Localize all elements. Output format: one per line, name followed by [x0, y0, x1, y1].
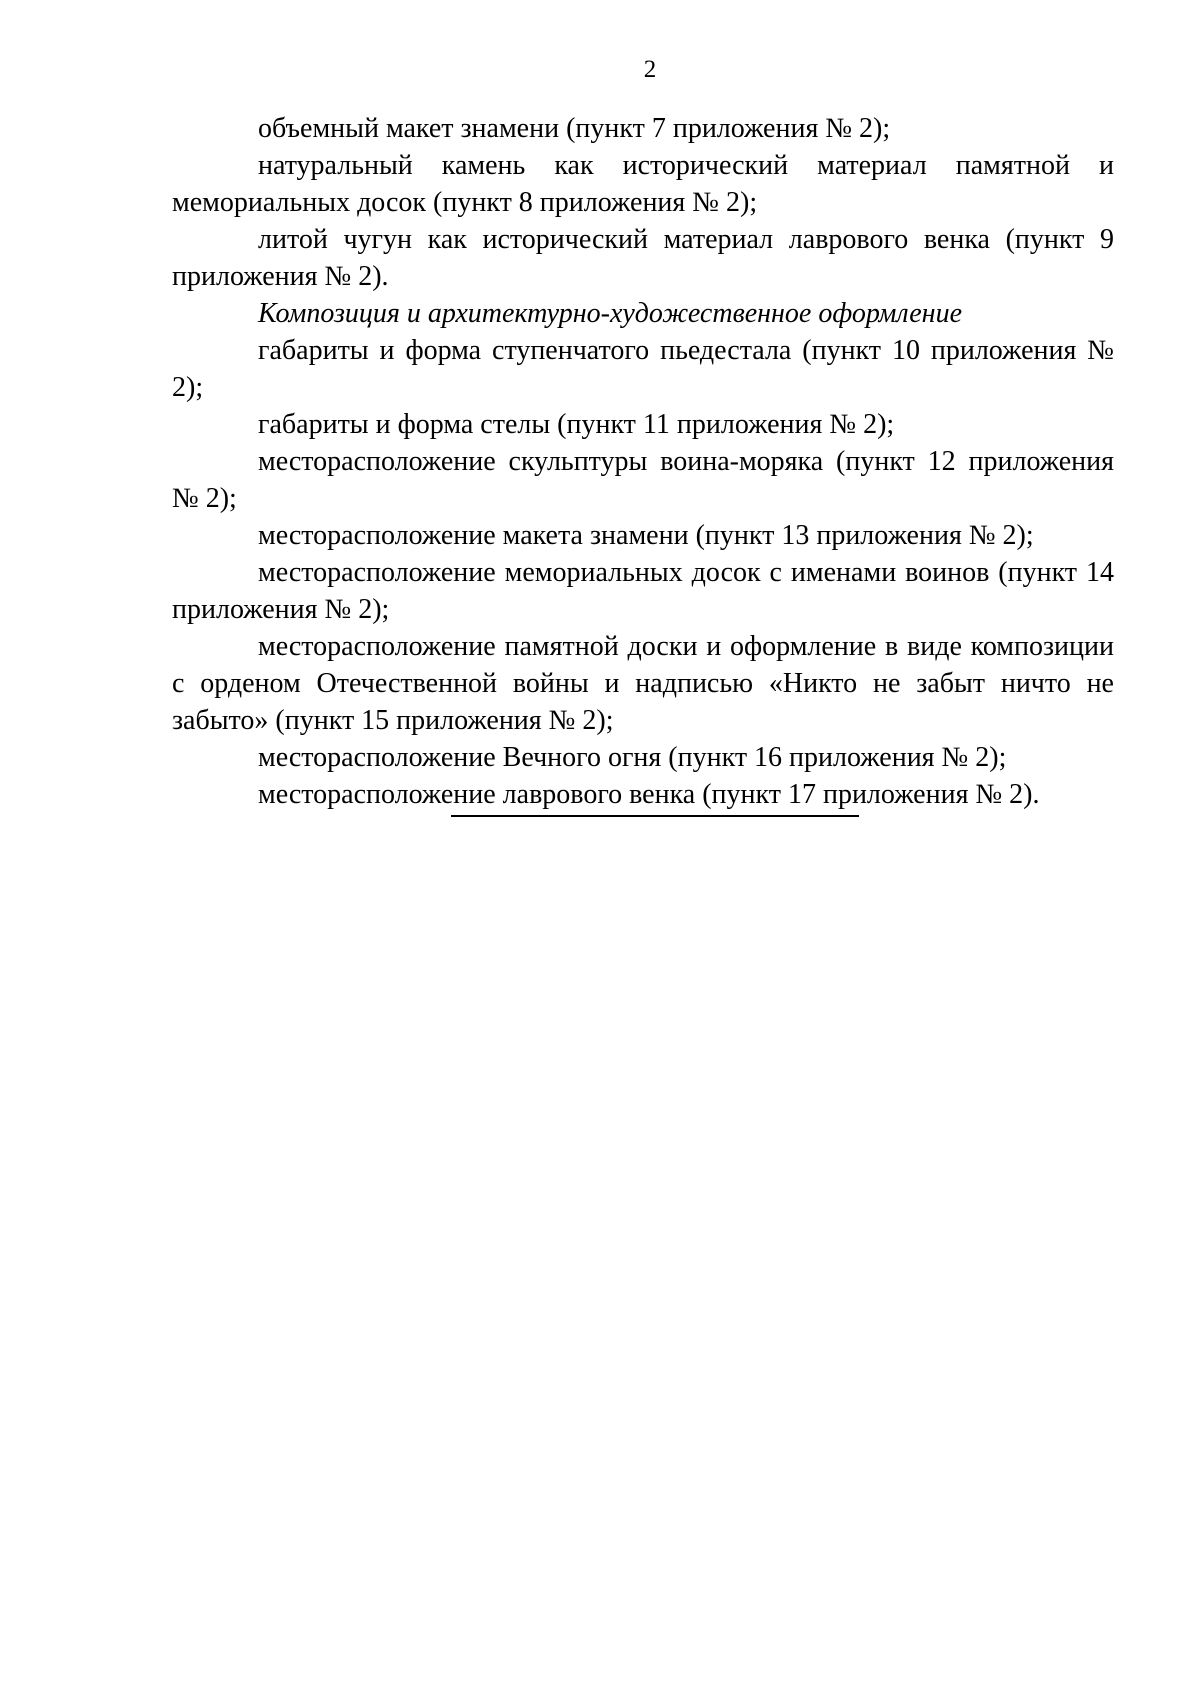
paragraph-pedestal: габариты и форма ступенчатого пьедестала (пункт 10 приложения № 2); [172, 335, 1114, 403]
paragraph-sculpture-location: месторасположение скульптуры воина-моряка (пункт 12 приложения № 2); [172, 446, 1114, 514]
document-body [172, 110, 1114, 813]
paragraph-banner-location: месторасположение макета знамени (пункт 13 приложения № 2); [258, 520, 1034, 551]
end-separator-line [451, 815, 859, 817]
paragraph-cast-iron: литой чугун как исторический материал лаврового венка (пункт 9 приложения № 2). [172, 224, 1114, 292]
paragraph-banner-model: объемный макет знамени (пункт 7 приложения № 2); [258, 113, 891, 144]
page-number: 2 [643, 56, 657, 83]
paragraph-eternal-flame: месторасположение Вечного огня (пункт 16 приложения № 2); [258, 742, 1007, 773]
paragraph-natural-stone: натуральный камень как исторический материал памятной и мемориальных досок (пункт 8 приложения № 2); [172, 150, 1114, 218]
section-heading-composition: Композиция и архитектурно-художественное оформление [258, 298, 962, 329]
paragraph-laurel-wreath: месторасположение лаврового венка (пункт 17 приложения № 2). [258, 779, 1040, 810]
paragraph-commemorative-plaque: месторасположение памятной доски и оформление в виде композиции с орденом Отечественной войны и надписью «Никто не забыт ничто не забыто» (пункт 15 приложения № 2); [172, 631, 1114, 736]
paragraph-memorial-boards: месторасположение мемориальных досок с именами воинов (пункт 14 приложения № 2); [172, 557, 1114, 625]
paragraph-stele: габариты и форма стелы (пункт 11 приложения № 2); [258, 409, 895, 440]
